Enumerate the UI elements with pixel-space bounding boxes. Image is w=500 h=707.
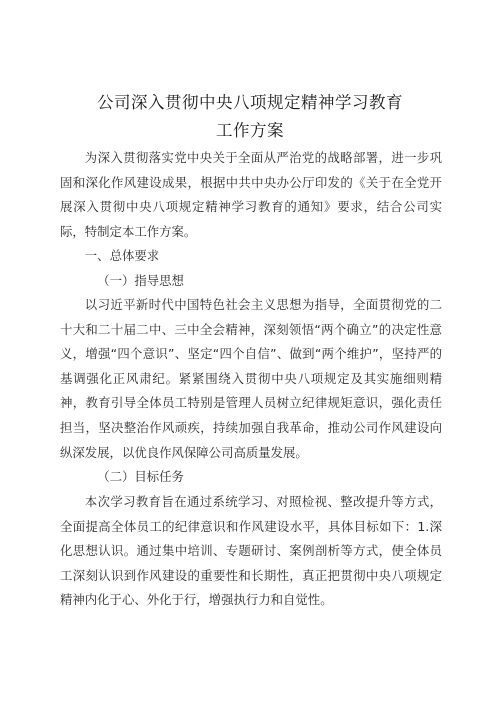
subsection-heading-goals-tasks: （二）目标任务 <box>97 469 184 484</box>
intro-paragraph: 为深入贯彻落实党中央关于全面从严治党的战略部署，进一步巩固和深化作风建设成果，根据中共中央办公厅印发的《关于在全党开展深入贯彻中央八项规定精神学习教育的通知》要求，结合公司实际，特制定本工作方案。 <box>60 150 442 239</box>
document-title-line2: 工作方案 <box>216 121 284 140</box>
goals-tasks-paragraph: 本次学习教育旨在通过系统学习、对照检视、整改提升等方式，全面提高全体员工的纪律意识和作风建设水平，具体目标如下：1.深化思想认识。通过集中培训、专题研讨、案例剖析等方式，使全体员工深刻认识到作风建设的重要性和长期性，真正把贯彻中央八项规定精神内化于心、外化于行，增强执行力和自觉性。 <box>60 494 442 608</box>
subsection-heading-guiding-ideology: （一）指导思想 <box>97 273 184 288</box>
document-title-line1: 公司深入贯彻中央八项规定精神学习教育 <box>97 93 403 112</box>
guiding-ideology-paragraph: 以习近平新时代中国特色社会主义思想为指导，全面贯彻党的二十大和二十届二中、三中全会精神，深刻领悟“两个确立”的决定性意义，增强“四个意识”、坚定“四个自信”、做到“两个维护”，坚持严的基调强化正风肃纪。紧紧围绕入贯彻中央八项规定及其实施细则精神，教育引导全体员工特别是管理人员树立纪律规矩意识，强化责任担当，坚决整治作风顽疾，持续加强自我革命，推动公司作风建设向纵深发展，以优良作风保障公司高质量发展。 <box>60 297 442 460</box>
section-heading-general-requirements: 一、总体要求 <box>84 248 160 263</box>
